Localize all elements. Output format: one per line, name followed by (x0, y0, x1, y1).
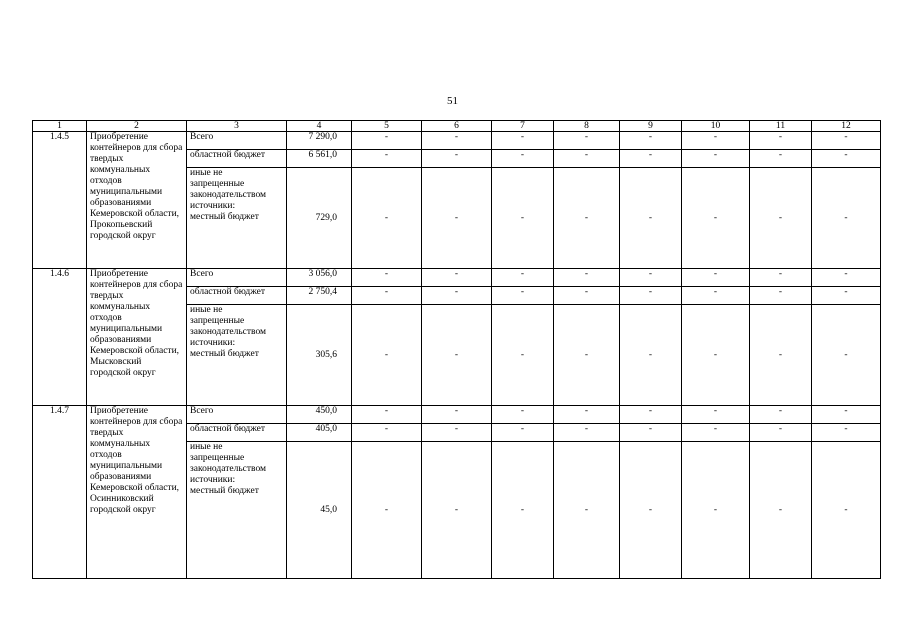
item-code: 1.4.7 (33, 406, 87, 579)
year-value-col-9: - (620, 406, 682, 424)
total-amount: 6 561,0 (287, 150, 352, 168)
year-value-col-12: - (812, 287, 881, 305)
year-value-col-10: - (682, 168, 750, 269)
item-code: 1.4.5 (33, 132, 87, 269)
year-value-col-10: - (682, 132, 750, 150)
total-amount: 45,0 (287, 442, 352, 579)
year-value-col-9: - (620, 287, 682, 305)
year-value-col-8: - (554, 406, 620, 424)
year-value-col-8: - (554, 442, 620, 579)
year-value-col-11: - (750, 132, 812, 150)
year-value-col-7: - (492, 406, 554, 424)
funding-source-line: иные не (190, 442, 223, 452)
year-value-col-10: - (682, 150, 750, 168)
year-value-col-6: - (422, 150, 492, 168)
funding-source (187, 150, 287, 168)
budget-table (32, 120, 881, 579)
funding-source-line: Всего (190, 132, 214, 142)
funding-source (187, 287, 287, 305)
year-value-col-9: - (620, 132, 682, 150)
year-value-col-8: - (554, 305, 620, 406)
total-amount: 7 290,0 (287, 132, 352, 150)
total-amount: 2 750,4 (287, 287, 352, 305)
funding-source-line: законодательством (190, 190, 267, 200)
column-header-1: 1 (33, 121, 87, 132)
funding-source-line: источники: (190, 201, 236, 211)
funding-source (187, 442, 287, 579)
year-value-col-7: - (492, 442, 554, 579)
column-header-12: 12 (812, 121, 881, 132)
year-value-col-11: - (750, 442, 812, 579)
funding-source-line: иные не (190, 305, 223, 315)
year-value-col-10: - (682, 442, 750, 579)
year-value-col-6: - (422, 442, 492, 579)
page-number: 51 (447, 95, 458, 107)
year-value-col-12: - (812, 305, 881, 406)
funding-source-line: иные не (190, 168, 223, 178)
year-value-col-7: - (492, 168, 554, 269)
funding-source-line: запрещенные (190, 179, 245, 189)
year-value-col-6: - (422, 305, 492, 406)
year-value-col-8: - (554, 287, 620, 305)
year-value-col-10: - (682, 269, 750, 287)
year-value-col-11: - (750, 406, 812, 424)
total-amount: 729,0 (287, 168, 352, 269)
funding-source (187, 168, 287, 269)
year-value-col-5: - (352, 305, 422, 406)
table-row (33, 406, 881, 424)
year-value-col-11: - (750, 150, 812, 168)
year-value-col-7: - (492, 132, 554, 150)
year-value-col-6: - (422, 406, 492, 424)
year-value-col-11: - (750, 168, 812, 269)
column-header-5: 5 (352, 121, 422, 132)
funding-source-line: запрещенные (190, 316, 245, 326)
year-value-col-6: - (422, 287, 492, 305)
funding-source (187, 406, 287, 424)
year-value-col-10: - (682, 287, 750, 305)
table-row (33, 132, 881, 150)
funding-source-line: источники: (190, 475, 236, 485)
funding-source-line: законодательством (190, 327, 267, 337)
year-value-col-9: - (620, 168, 682, 269)
year-value-col-9: - (620, 424, 682, 442)
item-name: Приобретение контейнеров для сбора твердых коммунальных отходов муниципальными образованиями Кемеровской области, Мысковский городской округ (87, 269, 187, 406)
header-row (33, 121, 881, 132)
year-value-col-9: - (620, 269, 682, 287)
year-value-col-12: - (812, 269, 881, 287)
funding-source (187, 424, 287, 442)
year-value-col-5: - (352, 132, 422, 150)
funding-source-line: запрещенные (190, 453, 245, 463)
year-value-col-7: - (492, 269, 554, 287)
funding-source (187, 269, 287, 287)
year-value-col-12: - (812, 132, 881, 150)
year-value-col-6: - (422, 424, 492, 442)
table-body (33, 132, 881, 579)
total-amount: 3 056,0 (287, 269, 352, 287)
total-amount: 405,0 (287, 424, 352, 442)
year-value-col-10: - (682, 424, 750, 442)
column-header-7: 7 (492, 121, 554, 132)
funding-source-line: областной бюджет (190, 150, 266, 160)
total-amount: 305,6 (287, 305, 352, 406)
year-value-col-12: - (812, 168, 881, 269)
table-row (33, 269, 881, 287)
year-value-col-12: - (812, 150, 881, 168)
year-value-col-5: - (352, 150, 422, 168)
year-value-col-11: - (750, 305, 812, 406)
funding-source-line: Всего (190, 406, 214, 416)
funding-source-line: областной бюджет (190, 287, 266, 297)
year-value-col-10: - (682, 305, 750, 406)
year-value-col-6: - (422, 269, 492, 287)
year-value-col-8: - (554, 150, 620, 168)
total-amount: 450,0 (287, 406, 352, 424)
year-value-col-7: - (492, 424, 554, 442)
year-value-col-6: - (422, 132, 492, 150)
year-value-col-5: - (352, 168, 422, 269)
year-value-col-7: - (492, 305, 554, 406)
year-value-col-12: - (812, 406, 881, 424)
year-value-col-5: - (352, 424, 422, 442)
year-value-col-9: - (620, 442, 682, 579)
column-header-4: 4 (287, 121, 352, 132)
year-value-col-5: - (352, 269, 422, 287)
funding-source-line: Всего (190, 269, 214, 279)
funding-source (187, 132, 287, 150)
year-value-col-11: - (750, 424, 812, 442)
year-value-col-9: - (620, 150, 682, 168)
year-value-col-9: - (620, 305, 682, 406)
year-value-col-11: - (750, 287, 812, 305)
year-value-col-5: - (352, 406, 422, 424)
year-value-col-7: - (492, 287, 554, 305)
year-value-col-5: - (352, 442, 422, 579)
item-name: Приобретение контейнеров для сбора твердых коммунальных отходов муниципальными образованиями Кемеровской области, Прокопьевский городской округ (87, 132, 187, 269)
item-code: 1.4.6 (33, 269, 87, 406)
funding-source-line: местный бюджет (190, 349, 259, 359)
funding-source-line: источники: (190, 338, 236, 348)
year-value-col-10: - (682, 406, 750, 424)
year-value-col-8: - (554, 132, 620, 150)
column-header-9: 9 (620, 121, 682, 132)
year-value-col-12: - (812, 424, 881, 442)
year-value-col-12: - (812, 442, 881, 579)
funding-source-line: местный бюджет (190, 486, 259, 496)
year-value-col-8: - (554, 269, 620, 287)
column-header-11: 11 (750, 121, 812, 132)
year-value-col-8: - (554, 168, 620, 269)
column-header-8: 8 (554, 121, 620, 132)
year-value-col-5: - (352, 287, 422, 305)
item-name: Приобретение контейнеров для сбора твердых коммунальных отходов муниципальными образованиями Кемеровской области, Осинниковский городской округ (87, 406, 187, 579)
year-value-col-8: - (554, 424, 620, 442)
year-value-col-7: - (492, 150, 554, 168)
funding-source-line: местный бюджет (190, 212, 259, 222)
funding-source-line: законодательством (190, 464, 267, 474)
column-header-6: 6 (422, 121, 492, 132)
column-header-10: 10 (682, 121, 750, 132)
funding-source (187, 305, 287, 406)
year-value-col-11: - (750, 269, 812, 287)
column-header-2: 2 (87, 121, 187, 132)
column-header-3: 3 (187, 121, 287, 132)
year-value-col-6: - (422, 168, 492, 269)
funding-source-line: областной бюджет (190, 424, 266, 434)
